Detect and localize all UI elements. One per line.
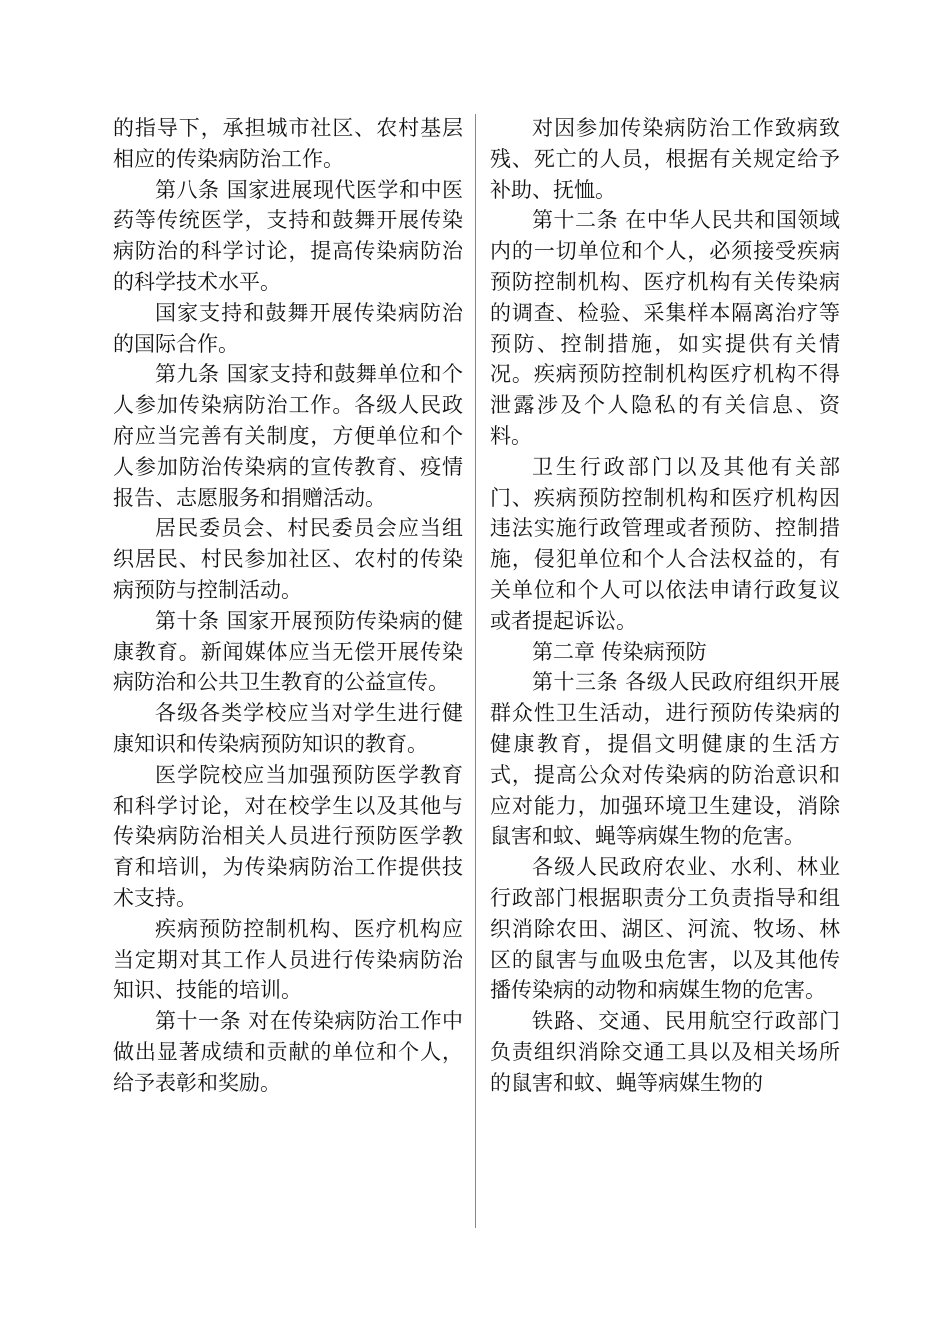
- paragraph: 卫生行政部门以及其他有关部门、疾病预防控制机构和医疗机构因违法实施行政管理或者预防、控制措施，侵犯单位和个人合法权益的，有关单位和个人可以依法申请行政复议或者提起诉讼。: [490, 454, 840, 633]
- paragraph: 第十条 国家开展预防传染病的健康教育。新闻媒体应当无偿开展传染病防治和公共卫生教育的公益宣传。: [113, 608, 463, 695]
- paragraph: 第十一条 对在传染病防治工作中做出显著成绩和贡献的单位和个人，给予表彰和奖励。: [113, 1009, 463, 1095]
- paragraph: 铁路、交通、民用航空行政部门负责组织消除交通工具以及相关场所的鼠害和蚊、蝇等病媒生物的: [490, 1009, 840, 1095]
- left-column: [113, 113, 463, 1099]
- paragraph: 各级人民政府农业、水利、林业行政部门根据职责分工负责指导和组织消除农田、湖区、河流、牧场、林区的鼠害与血吸虫危害，以及其他传播传染病的动物和病媒生物的危害。: [490, 855, 840, 1003]
- paragraph: 第十二条 在中华人民共和国领域内的一切单位和个人，必须接受疾病预防控制机构、医疗机构有关传染病的调查、检验、采集样本隔离治疗等预防、控制措施，如实提供有关情况。疾病预防控制机构医疗机构不得泄露涉及个人隐私的有关信息、资料。: [490, 208, 840, 448]
- paragraph: 第九条 国家支持和鼓舞单位和个人参加传染病防治工作。各级人民政府应当完善有关制度，方便单位和个人参加防治传染病的宣传教育、疫情报告、志愿服务和捐赠活动。: [113, 362, 463, 510]
- paragraph: 医学院校应当加强预防医学教育和科学讨论，对在校学生以及其他与传染病防治相关人员进行预防医学教育和培训，为传染病防治工作提供技术支持。: [113, 762, 463, 910]
- paragraph: 第八条 国家进展现代医学和中医药等传统医学，支持和鼓舞开展传染病防治的科学讨论，提高传染病防治的科学技术水平。: [113, 177, 463, 294]
- paragraph: 疾病预防控制机构、医疗机构应当定期对其工作人员进行传染病防治知识、技能的培训。: [113, 916, 463, 1003]
- paragraph: 各级各类学校应当对学生进行健康知识和传染病预防知识的教育。: [113, 701, 463, 756]
- paragraph: 居民委员会、村民委员会应当组织居民、村民参加社区、农村的传染病预防与控制活动。: [113, 516, 463, 602]
- column-divider: [475, 114, 476, 1228]
- paragraph: 第十三条 各级人民政府组织开展群众性卫生活动，进行预防传染病的健康教育，提倡文明健康的生活方式，提高公众对传染病的防治意识和应对能力，加强环境卫生建设，消除鼠害和蚊、蝇等病媒生物的危害。: [490, 670, 840, 849]
- paragraph: 国家支持和鼓舞开展传染病防治的国际合作。: [113, 300, 463, 356]
- chapter-heading: 第二章 传染病预防: [532, 639, 707, 664]
- paragraph: 的指导下，承担城市社区、农村基层相应的传染病防治工作。: [113, 116, 463, 171]
- right-column: [490, 113, 840, 1099]
- paragraph: 对因参加传染病防治工作致病致残、死亡的人员，根据有关规定给予补助、抚恤。: [490, 116, 840, 202]
